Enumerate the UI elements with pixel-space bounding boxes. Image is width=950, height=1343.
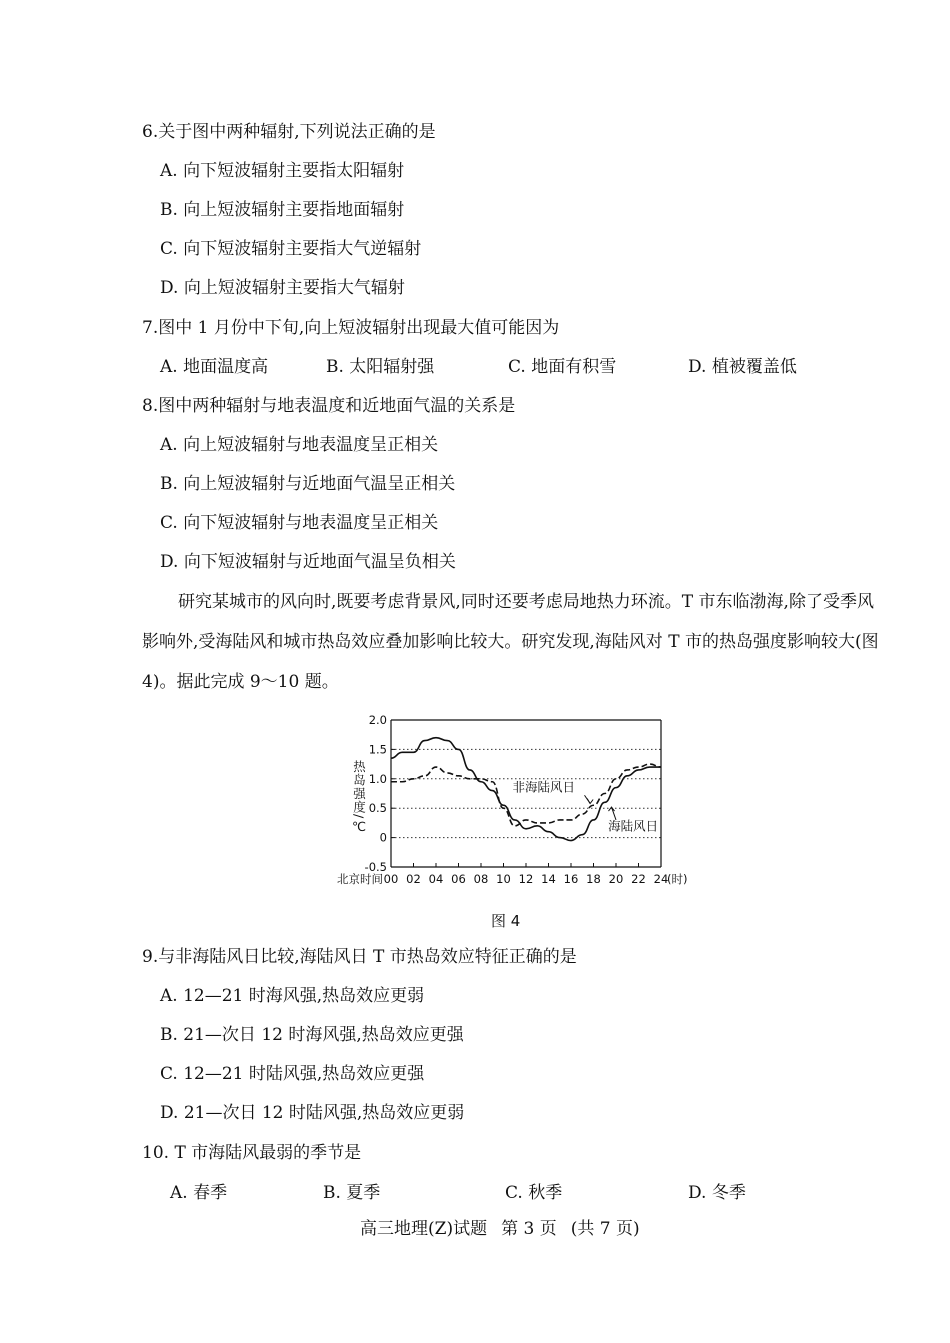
x-tick-label: 06 [451,872,466,886]
x-tick-label: 20 [608,872,624,886]
footer-title: 高三地理(Z)试题 [360,1219,488,1239]
x-tick-label: 14 [541,872,556,886]
y-tick-label: 2.0 [368,713,387,727]
q10-option-d: D. 冬季 [688,1183,746,1203]
q9-stem: 9.与非海陆风日比较,海陆风日 T 市热岛效应特征正确的是 [142,947,577,967]
x-tick-label: 04 [428,872,444,886]
y-tick-label: 1.0 [368,771,387,786]
q7-stem: 7.图中 1 月份中下旬,向上短波辐射出现最大值可能因为 [142,318,560,338]
x-tick-label: 24 [653,872,669,886]
x-tick-label: 18 [586,872,601,886]
x-axis-unit: (时) [667,872,688,886]
x-tick-label: 02 [406,872,421,886]
q9-option-c: C. 12—21 时陆风强,热岛效应更强 [160,1064,425,1084]
y-tick-label: 0 [379,830,387,845]
y-tick-label: 0.5 [368,801,387,816]
q7-option-d: D. 植被覆盖低 [688,357,797,377]
q9-option-a: A. 12—21 时海风强,热岛效应更弱 [160,986,425,1006]
q8-option-a: A. 向上短波辐射与地表温度呈正相关 [160,435,439,455]
x-tick-label: 08 [473,872,489,886]
annotation-arrowhead [609,807,615,811]
q10-option-c: C. 秋季 [505,1183,563,1203]
y-tick-label: -0.5 [364,860,387,874]
q6-option-d: D. 向上短波辐射主要指大气辐射 [160,278,405,298]
q6-stem: 6.关于图中两种辐射,下列说法正确的是 [142,122,436,142]
q10-option-a: A. 春季 [170,1183,228,1203]
q9-option-d: D. 21—次日 12 时陆风强,热岛效应更弱 [160,1103,465,1123]
passage-text: 研究某城市的风向时,既要考虑背景风,同时还要考虑局地热力环流。T 市东临渤海,除了受季风影响外,受海陆风和城市热岛效应叠加影响比较大。研究发现,海陆风对 T 市的热岛强度影响较大(图 4)。据此完成 9～10 题。 [142,592,879,692]
q7-option-c: C. 地面有积雪 [508,357,617,377]
y-tick-label: 1.5 [368,742,387,757]
q6-option-b: B. 向上短波辐射主要指地面辐射 [160,200,405,220]
q10-stem: 10. T 市海陆风最弱的季节是 [142,1143,362,1163]
q8-option-d: D. 向下短波辐射与近地面气温呈负相关 [160,552,456,572]
q6-option-c: C. 向下短波辐射主要指大气逆辐射 [160,239,422,259]
q7-option-b: B. 太阳辐射强 [326,357,435,377]
q8-stem: 8.图中两种辐射与地表温度和近地面气温的关系是 [142,396,516,416]
chart-ticks [337,713,687,886]
x-tick-label: 22 [631,872,646,886]
figure-caption: 图 4 [491,912,521,930]
q8-option-b: B. 向上短波辐射与近地面气温呈正相关 [160,474,456,494]
x-tick-label: 00 [383,872,399,886]
y-axis-label: 热岛强度/℃ [351,760,367,836]
series-line-non-sea-land-breeze-day [391,764,661,826]
q7-option-a: A. 地面温度高 [160,357,269,377]
heat-island-chart [315,712,705,892]
page-footer [360,1214,654,1239]
q6-option-a: A. 向下短波辐射主要指太阳辐射 [160,161,405,181]
x-axis-label: 北京时间 [337,872,383,886]
annotation-non-sea-land: 非海陆风日 [512,779,576,795]
q10-option-b: B. 夏季 [323,1183,381,1203]
annotation-sea-land: 海陆风日 [608,818,659,834]
reading-passage [142,582,882,702]
q8-option-c: C. 向下短波辐射与地表温度呈正相关 [160,513,439,533]
footer-total: (共 7 页) [570,1219,640,1239]
footer-page: 第 3 页 [501,1219,557,1239]
x-tick-label: 16 [563,872,579,886]
x-tick-label: 12 [518,872,534,886]
q9-option-b: B. 21—次日 12 时海风强,热岛效应更强 [160,1025,464,1045]
x-tick-label: 10 [496,872,511,886]
